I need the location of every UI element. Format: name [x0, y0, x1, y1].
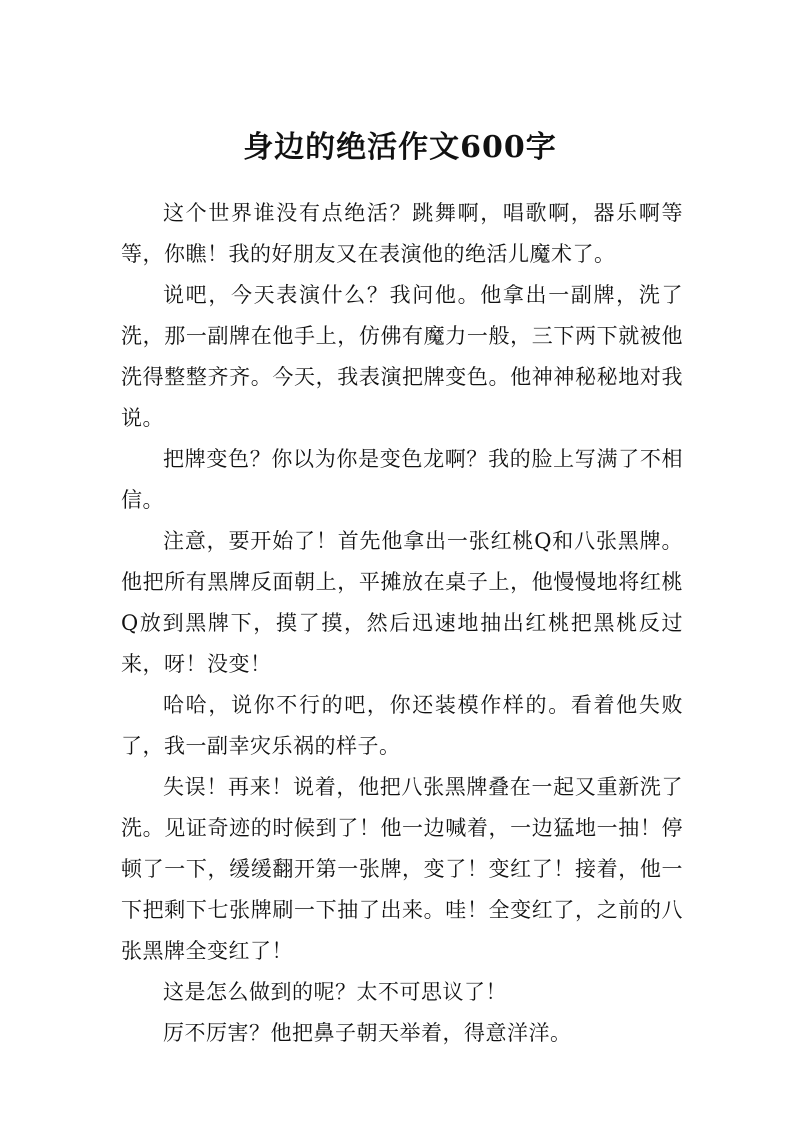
paragraph: 哈哈，说你不行的吧，你还装模作样的。看着他失败了，我一副幸灾乐祸的样子。 [121, 693, 683, 758]
paragraph: 这是怎么做到的呢？太不可思议了！ [163, 980, 507, 1004]
document-title: 身边的绝活作文600字 [243, 130, 557, 165]
document-body [121, 193, 683, 1054]
paragraph: 厉不厉害？他把鼻子朝天举着，得意洋洋。 [163, 1021, 572, 1045]
paragraph: 失误！再来！说着，他把八张黑牌叠在一起又重新洗了洗。见证奇迹的时候到了！他一边喊着，一边猛地一抽！停顿了一下，缓缓翻开第一张牌，变了！变红了！接着，他一下把剩下七张牌刷一下抽了出来。哇！全变红了，之前的八张黑牌全变红了！ [121, 775, 683, 963]
paragraph: 注意，要开始了！首先他拿出一张红桃Q和八张黑牌。他把所有黑牌反面朝上，平摊放在桌子上，他慢慢地将红桃Q放到黑牌下，摸了摸，然后迅速地抽出红桃把黑桃反过来，呀！没变！ [121, 529, 683, 676]
paragraph: 这个世界谁没有点绝活？跳舞啊，唱歌啊，器乐啊等等，你瞧！我的好朋友又在表演他的绝活儿魔术了。 [121, 201, 683, 266]
paragraph: 把牌变色？你以为你是变色龙啊？我的脸上写满了不相信。 [121, 447, 683, 512]
paragraph: 说吧，今天表演什么？我问他。他拿出一副牌，洗了洗，那一副牌在他手上，仿佛有魔力一般，三下两下就被他洗得整整齐齐。今天，我表演把牌变色。他神神秘秘地对我说。 [121, 283, 683, 430]
